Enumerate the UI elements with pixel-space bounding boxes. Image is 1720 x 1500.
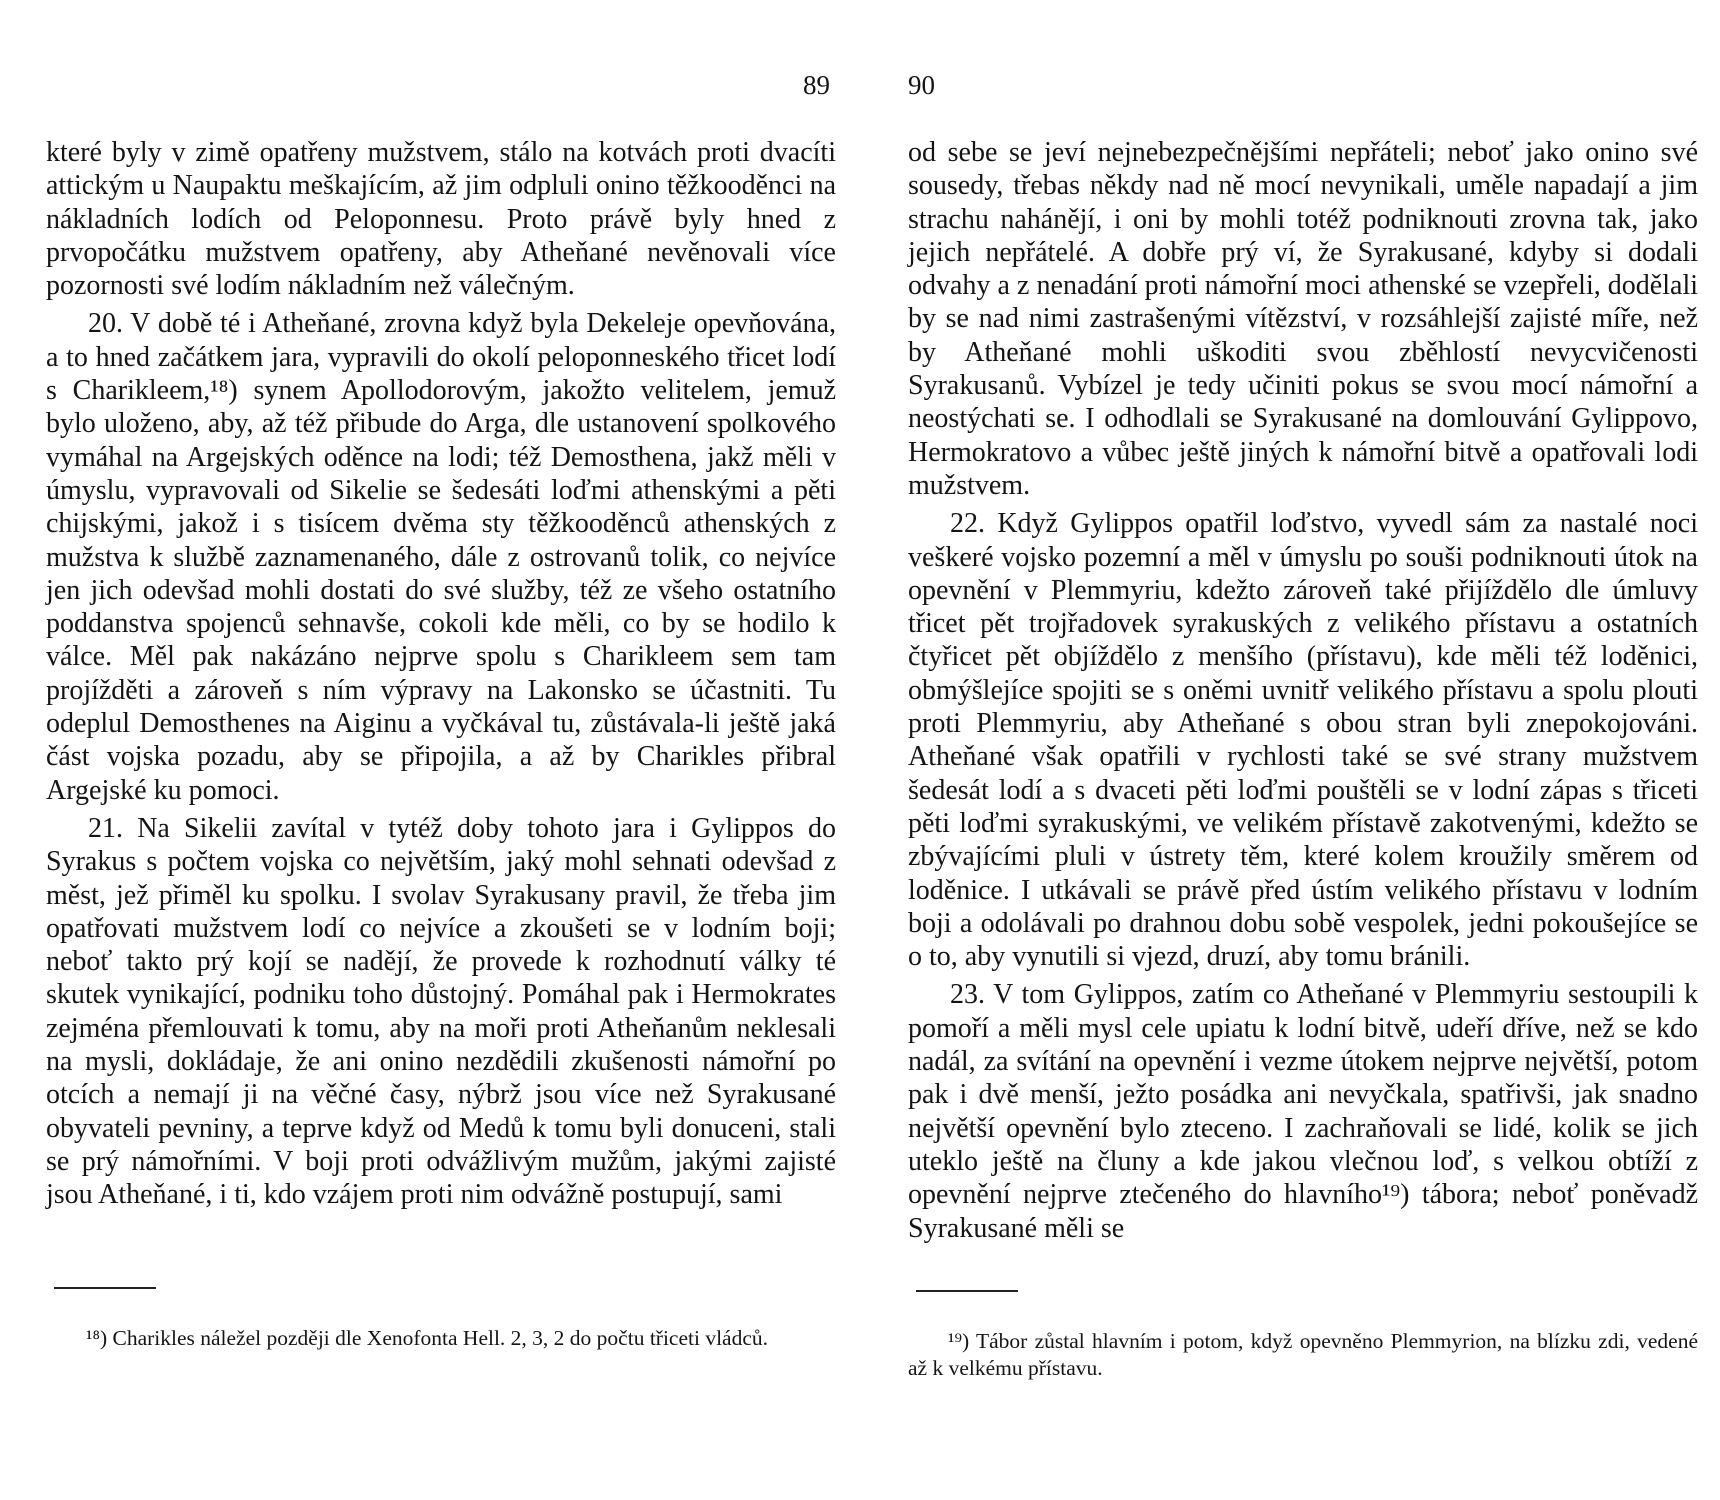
footnote-19: ¹⁹) Tábor zůstal hlavním i potom, když opevněno Plemmyrion, na blízku zdi, vedené až k velkému přístavu. <box>908 1328 1698 1380</box>
page-number: 90 <box>908 70 935 100</box>
right-page <box>908 0 1698 1500</box>
paragraph: od sebe se jeví nejnebezpečnějšími nepřáteli; neboť jako onino své sousedy, třebas někdy nad ně mocí nevynikali, uměle napadají a jim strachu nahánějí, i oni by mohli totéž podniknouti zrovna tak, jako jejich nepřátelé. A dobře prý ví, že Syrakusané, kdyby si dodali odvahy a z nenadání proti námořní moci athenské se vzepřeli, dodělali by se nad nimi zastrašenými vítězství, v rozsáhlejší zajisté míře, než by Atheňané mohli uškoditi svou zběhlostí nevycvičenosti Syrakusanů. Vybízel je tedy učiniti pokus se svou mocí námořní a neostýchati se. I odhodlali se Syrakusané na domlouvání Gylippovo, Hermokratovo a vůbec ještě jiných k námořní bitvě a opatřovali lodi mužstvem. <box>908 137 1698 501</box>
footnote-divider <box>54 1287 156 1289</box>
paragraph-section-21: 21. Na Sikelii zavítal v tytéž doby tohoto jara i Gylippos do Syrakus s počtem vojska co největším, jaký mohl sehnati odevšad z měst, jež přiměl ku spolku. I svolav Syrakusany pravil, že třeba jim opatřovati mužstvem lodí co nejvíce a zkoušeti se v lodním boji; neboť takto prý kojí se nadějí, že provede k rozhodnutí války té skutek vynikající, podniku toho důstojný. Pomáhal pak i Hermokrates zejména přemlouvati k tomu, aby na moři proti Atheňanům neklesali na mysli, dokládaje, že ani onino nezdědili zkušenosti námořní po otcích a nemají ji na věčné časy, nýbrž jsou více než Syrakusané obyvateli pevniny, a teprve když od Medů k tomu byli donuceni, stali se prý námořními. V boji proti odvážlivým mužům, jakými zajisté jsou Atheňané, i ti, kdo vzájem proti nim odvážně postupují, sami <box>46 812 836 1211</box>
paragraph: které byly v zimě opatřeny mužstvem, stálo na kotvách proti dvacíti attickým u Naupaktu meškajícím, až jim odpluli onino těžkooděnci na nákladních lodích od Peloponnesu. Proto právě byly hned z prvopočátku mužstvem opatřeny, aby Atheňané nevěnovali více pozornosti své lodím nákladním než válečným. <box>46 137 836 302</box>
footnote-18: ¹⁸) Charikles náležel později dle Xenofonta Hell. 2, 3, 2 do počtu třiceti vládců. <box>86 1325 769 1350</box>
left-page <box>46 0 836 1500</box>
footnote-divider <box>916 1290 1018 1292</box>
page-number: 89 <box>803 70 830 100</box>
body-text <box>46 136 836 1217</box>
paragraph-section-22: 22. Když Gylippos opatřil loďstvo, vyvedl sám za nastalé noci veškeré vojsko pozemní a měl v úmyslu po souši podniknouti útok na opevnění v Plemmyriu, kdežto zároveň také přijíždělo dle úmluvy třicet pět trojřadovek syrakuských z velikého přístavu a ostatních čtyřicet pět objíždělo z menšího (přístavu), kde měli též loděnici, obmýšlejíce spojiti se s oněmi uvnitř velikého přístavu a spolu plouti proti Plemmyriu, aby Atheňané s obou stran byli znepokojováni. Atheňané však opatřili v rychlosti také se své strany mužstvem šedesát lodí a s dvaceti pěti loďmi pouštěli se v lodní zápas s třiceti pěti loďmi syrakuskými, ve velikém přístavě zakotvenými, kdežto se zbývajícími pluli v ústrety těm, které kolem kroužily směrem od loděnice. I utkávali se právě před ústím velikého přístavu v lodním boji a odolávali po drahnou dobu sobě vespolek, jedni pokoušejíce se o to, aby vynutili si vjezd, druzí, aby tomu bránili. <box>908 508 1698 973</box>
paragraph-section-20: 20. V době té i Atheňané, zrovna když byla Dekeleje opevňována, a to hned začátkem jara, vypravili do okolí peloponneského třicet lodí s Charikleem,¹⁸) synem Apollodorovým, jakožto velitelem, jemuž bylo uloženo, aby, až též přibude do Arga, dle ustanovení spolkového vymáhal na Argejských oděnce na lodi; též Demosthena, jakž měli v úmyslu, vypravovali od Sikelie se šedesáti loďmi athenskými a pěti chijskými, jakož i s tisícem dvěma sty těžkooděnců athenských z mužstva k službě zaznamenaného, dále z ostrovanů tolik, co nejvíce jen jich odevšad mohli dostati do své služby, též ze všeho ostatního poddanstva spojenců sehnavše, cokoli kde měli, co by se hodilo k válce. Měl pak nakázáno nejprve spolu s Charikleem sem tam projížděti a zároveň s ním výpravy na Lakonsko se účastniti. Tu odeplul Demosthenes na Aiginu a vyčkával tu, zůstávala-li ještě jaká část vojska pozadu, aby se připojila, a až by Charikles přibral Argejské ku pomoci. <box>46 308 836 806</box>
body-text <box>908 136 1698 1250</box>
paragraph-section-23: 23. V tom Gylippos, zatím co Atheňané v Plemmyriu sestoupili k pomoří a měli mysl cele upiatu k lodní bitvě, udeří dříve, než se kdo nadál, za svítání na opevnění i vezme útokem nejprve největší, potom pak i dvě menší, ježto posádka ani nevyčkala, spatřivši, jak snadno největší opevnění bylo zteceno. I zachraňovali se lidé, kolik se jich uteklo ještě na čluny a kde jakou vlečnou loď, s velkou obtíží z opevnění nejprve ztečeného do hlavního¹⁹) tábora; neboť poněvadž Syrakusané měli se <box>908 979 1698 1244</box>
